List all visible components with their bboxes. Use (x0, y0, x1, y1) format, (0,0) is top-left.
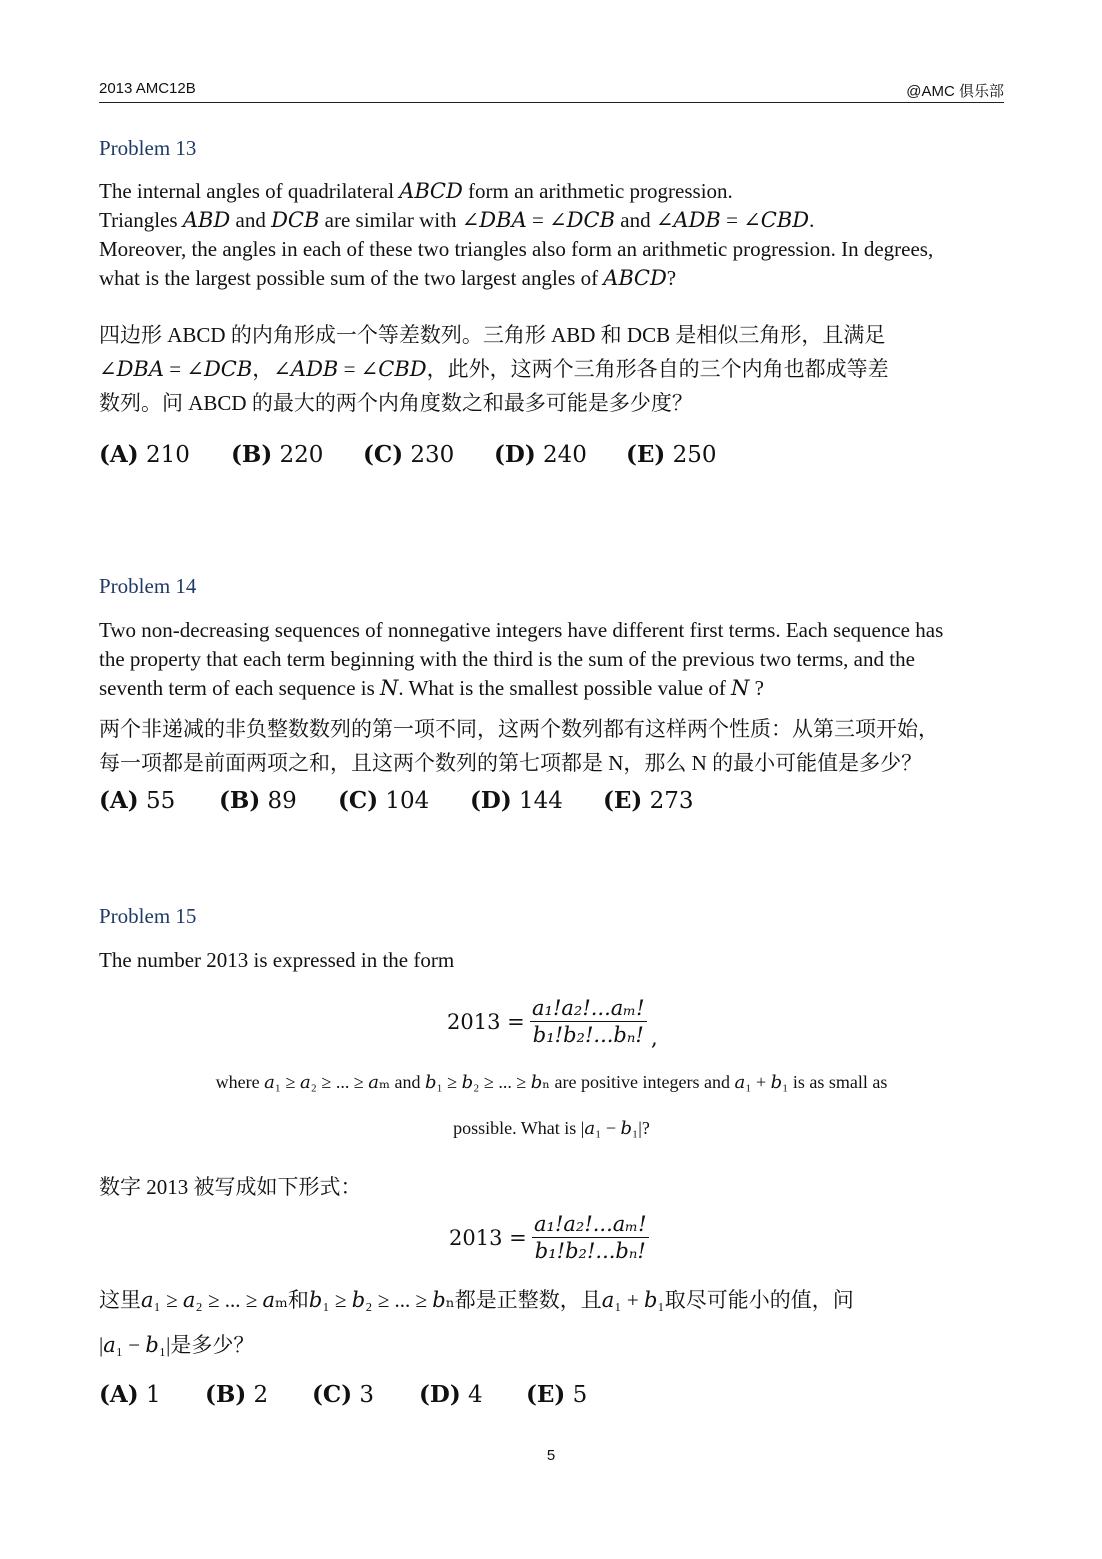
formula-lhs: 2013 = (447, 1010, 525, 1034)
problem-13-en-line: Moreover, the angles in each of these two triangles also form an arithmetic progression. In degrees, (99, 237, 934, 261)
problem-14-en-line: Two non-decreasing sequences of nonnegative integers have different first terms. Each sequence has (99, 618, 944, 642)
choice-a: (A) 210 (99, 441, 190, 468)
choice-e: (E) 273 (603, 787, 694, 814)
page-header (99, 80, 1004, 102)
header-title: 2013 AMC12B (99, 80, 196, 97)
problem-15-zh-intro: 数字 2013 被写成如下形式： (99, 1175, 362, 1199)
problem-14-zh-line: 每一项都是前面两项之和，且这两个数列的第七项都是 N，那么 N 的最小可能值是多少？ (99, 751, 923, 775)
problem-13-title: Problem 13 (99, 136, 197, 160)
problem-15-intro: The number 2013 is expressed in the form (99, 948, 455, 972)
problem-13-en-line: what is the largest possible sum of the two largest angles of 𝐴𝐵𝐶𝐷? (99, 266, 677, 290)
problem-13-chinese (99, 318, 1004, 420)
problem-14-chinese (99, 712, 1004, 780)
choice-e: (E) 250 (626, 441, 717, 468)
formula-denominator: b₁!b₂!...bₙ! (532, 1023, 644, 1047)
header-club: @AMC 俱乐部 (906, 83, 1004, 100)
header-rule (99, 102, 1004, 103)
choice-b: (B) 2 (205, 1381, 269, 1408)
choice-a: (A) 55 (99, 787, 176, 814)
problem-15-title: Problem 15 (99, 904, 197, 928)
formula-comma: , (651, 1026, 658, 1050)
problem-15-formula-en (447, 996, 667, 1054)
problem-13-zh-line: 数列。问 ABCD 的最大的两个内角度数之和最多可能是多少度？ (99, 391, 693, 415)
formula-numerator: a₁!a₂!...aₘ! (534, 1212, 647, 1236)
problem-14-en-line: the property that each term beginning with the third is the sum of the previous two terms, and the (99, 647, 915, 671)
choice-c: (C) 3 (312, 1381, 375, 1408)
problem-14-choices (99, 787, 694, 814)
choice-c: (C) 104 (338, 787, 430, 814)
choice-d: (D) 240 (494, 441, 587, 468)
problem-13-choices (99, 441, 717, 468)
problem-15-formula-zh (449, 1212, 669, 1270)
page-number: 5 (546, 1447, 556, 1464)
choice-b: (B) 220 (231, 441, 324, 468)
problem-15-zh-question: |𝑎₁ − 𝑏₁|是多少？ (99, 1333, 255, 1357)
choice-b: (B) 89 (219, 787, 297, 814)
problem-15-zh-where: 这里𝑎₁ ≥ 𝑎₂ ≥ ... ≥ 𝑎ₘ和𝑏₁ ≥ 𝑏₂ ≥ ... ≥ 𝑏ₙ都是正整数，且𝑎₁ + 𝑏₁取尽可能小的值，问 (99, 1288, 854, 1312)
problem-14-title: Problem 14 (99, 574, 197, 598)
formula-numerator: a₁!a₂!...aₘ! (532, 996, 645, 1020)
formula-denominator: b₁!b₂!...bₙ! (534, 1239, 646, 1263)
formula-fraction (530, 996, 647, 1047)
problem-13-zh-line: ∠𝐷𝐵𝐴 = ∠𝐷𝐶𝐵，∠𝐴𝐷𝐵 = ∠𝐶𝐵𝐷，此外，这两个三角形各自的三个内角也都成等差 (99, 357, 889, 381)
problem-15-where-en: where 𝑎₁ ≥ 𝑎₂ ≥ ... ≥ 𝑎ₘ and 𝑏₁ ≥ 𝑏₂ ≥ ... ≥ 𝑏ₙ are positive integers and 𝑎₁ + 𝑏₁ is as small as (215, 1072, 888, 1092)
formula-fraction (532, 1212, 649, 1263)
formula-lhs: 2013 = (449, 1226, 527, 1250)
problem-13-zh-line: 四边形 ABCD 的内角形成一个等差数列。三角形 ABD 和 DCB 是相似三角形，且满足 (99, 323, 886, 347)
problem-14-english (99, 616, 1004, 703)
problem-14-zh-line: 两个非递减的非负整数数列的第一项不同，这两个数列都有这样两个性质：从第三项开始， (99, 717, 939, 741)
choice-d: (D) 4 (419, 1381, 483, 1408)
choice-e: (E) 5 (526, 1381, 588, 1408)
problem-13-en-line: Triangles 𝐴𝐵𝐷 and 𝐷𝐶𝐵 are similar with ∠𝐷𝐵𝐴 = ∠𝐷𝐶𝐵 and ∠𝐴𝐷𝐵 = ∠𝐶𝐵𝐷. (99, 208, 815, 232)
problem-14-en-line: seventh term of each sequence is 𝑁. What is the smallest possible value of 𝑁 ? (99, 676, 765, 700)
fraction-bar (530, 1021, 647, 1022)
problem-15-choices (99, 1381, 587, 1408)
fraction-bar (532, 1237, 649, 1238)
problem-15-question-en: possible. What is |𝑎₁ − 𝑏₁|? (453, 1118, 650, 1138)
choice-c: (C) 230 (363, 441, 455, 468)
problem-13-english (99, 177, 1004, 293)
choice-a: (A) 1 (99, 1381, 161, 1408)
problem-13-en-line: The internal angles of quadrilateral 𝐴𝐵𝐶𝐷 form an arithmetic progression. (99, 179, 733, 203)
choice-d: (D) 144 (470, 787, 563, 814)
